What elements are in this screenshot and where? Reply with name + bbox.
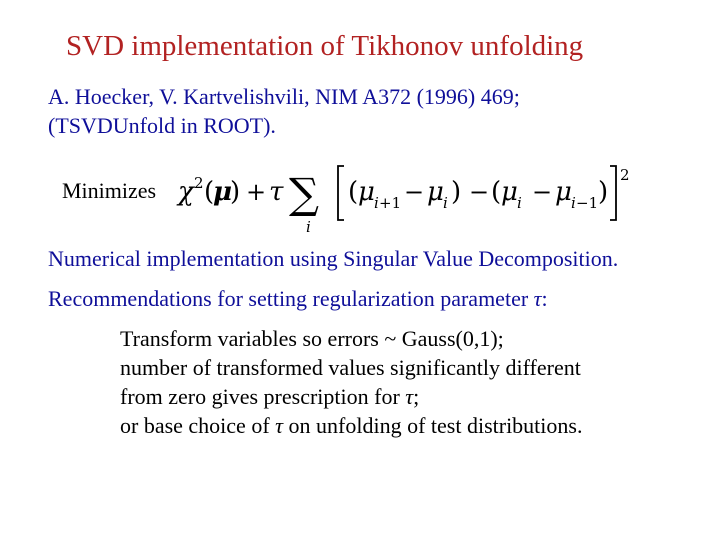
svg-text:∑: ∑ [289,169,319,218]
svg-text:): ) [451,177,462,207]
tau-symbol: τ [533,286,542,311]
numerical-implementation-text: Numerical implementation using Singular Value Decomposition. [48,246,619,271]
svg-text:i: i [571,194,576,212]
svg-text:−: − [532,178,553,206]
regularization-formula [172,160,677,240]
recommendations-suffix: : [541,286,548,311]
detail-line-1: Transform variables so errors ~ Gauss(0,1); [120,326,504,351]
svg-text:2: 2 [194,174,204,192]
page-title: SVD implementation of Tikhonov unfolding [66,30,584,62]
svg-text:μ: μ [358,177,375,207]
svg-text:): ) [598,177,609,207]
svg-text:i: i [306,218,311,236]
detail-line-4 [120,413,582,439]
svg-text:2: 2 [620,166,630,184]
svg-text:−1: −1 [576,194,599,212]
svg-text:−: − [404,178,425,206]
detail-line-4-suffix: on unfolding of test distributions. [283,413,583,438]
reference-line-1: A. Hoecker, V. Kartvelishvili, NIM A372 (1996) 469; [48,84,520,109]
svg-text:(: ( [491,177,502,207]
svg-text:+1: +1 [379,194,402,212]
tau-symbol: τ [275,413,284,438]
svg-text:μ: μ [555,177,572,207]
detail-line-3-prefix: from zero gives prescription for [120,384,406,409]
recommendations-text [48,286,548,312]
svg-text:i: i [443,194,448,212]
svg-text:+: + [246,178,267,206]
svg-text:χ: χ [178,177,194,207]
svg-text:): ) [230,177,241,207]
svg-text:−: − [469,178,490,206]
reference-line-2: (TSVDUnfold in ROOT). [48,113,276,138]
svg-text:i: i [517,194,522,212]
recommendations-prefix: Recommendations for setting regularization parameter [48,286,534,311]
minimizes-label: Minimizes [62,178,157,203]
svg-text:μ: μ [213,177,233,207]
detail-line-4-prefix: or base choice of [120,413,276,438]
detail-line-2: number of transformed values significantly different [120,355,581,380]
svg-text:(: ( [204,177,215,207]
svg-text:τ: τ [269,177,284,207]
detail-line-3-suffix: ; [413,384,420,409]
svg-text:μ: μ [427,177,444,207]
svg-text:i: i [374,194,379,212]
tau-symbol: τ [405,384,414,409]
svg-text:(: ( [348,177,359,207]
detail-line-3 [120,384,419,410]
svg-text:μ: μ [501,177,518,207]
